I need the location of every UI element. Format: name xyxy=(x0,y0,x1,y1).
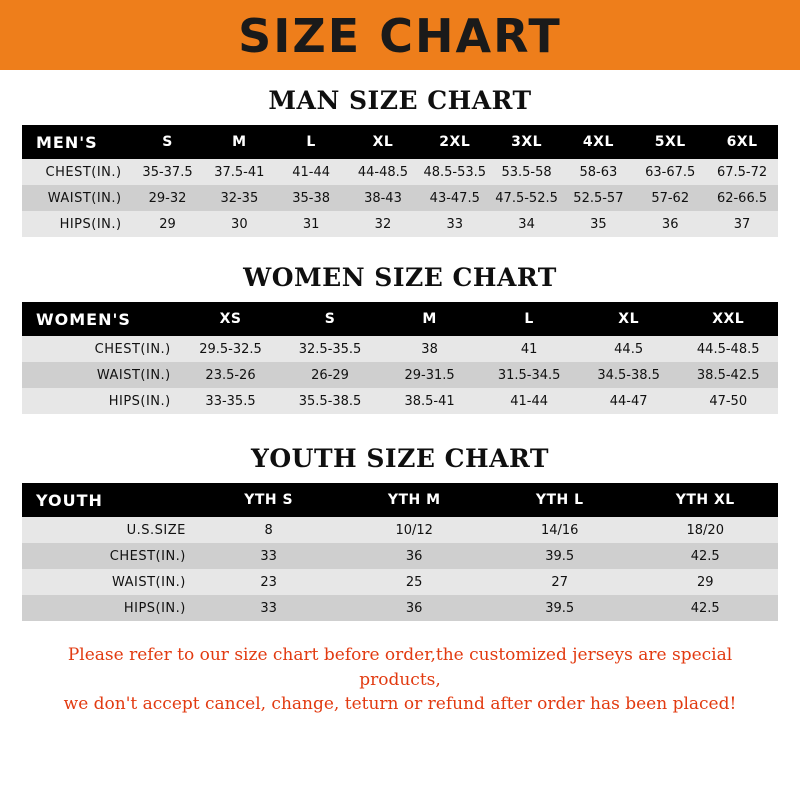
cell: 35.5-38.5 xyxy=(280,388,380,414)
cell: 29-32 xyxy=(132,185,204,211)
women-col-l: L xyxy=(479,302,579,336)
table-row xyxy=(22,159,778,185)
cell: 44-47 xyxy=(579,388,679,414)
women-col-xxl: XXL xyxy=(678,302,778,336)
section-title-men: MAN SIZE CHART xyxy=(268,86,532,115)
table-row xyxy=(22,569,778,595)
men-col-2xl: 2XL xyxy=(419,125,491,159)
cell: 23 xyxy=(196,569,342,595)
row-label: HIPS(IN.) xyxy=(22,211,132,237)
cell: 42.5 xyxy=(632,595,778,621)
cell: 47-50 xyxy=(678,388,778,414)
cell: 57-62 xyxy=(634,185,706,211)
cell: 30 xyxy=(203,211,275,237)
cell: 31.5-34.5 xyxy=(479,362,579,388)
footer-line-1: Please refer to our size chart before order,the customized jerseys are special products, xyxy=(67,645,733,690)
youth-col-m: YTH M xyxy=(341,483,487,517)
youth-col-xl: YTH XL xyxy=(632,483,778,517)
cell: 33 xyxy=(196,543,342,569)
men-col-m: M xyxy=(203,125,275,159)
cell: 38-43 xyxy=(347,185,419,211)
cell: 39.5 xyxy=(487,595,633,621)
cell: 42.5 xyxy=(632,543,778,569)
youth-col-l: YTH L xyxy=(487,483,633,517)
cell: 38 xyxy=(380,336,480,362)
women-size-table xyxy=(22,302,778,414)
footer-note xyxy=(22,643,778,717)
cell: 27 xyxy=(487,569,633,595)
row-label: WAIST(IN.) xyxy=(22,362,181,388)
table-row xyxy=(22,185,778,211)
table-row xyxy=(22,211,778,237)
cell: 8 xyxy=(196,517,342,543)
women-header-label: WOMEN'S xyxy=(22,302,181,336)
cell: 32.5-35.5 xyxy=(280,336,380,362)
men-col-l: L xyxy=(275,125,347,159)
women-col-m: M xyxy=(380,302,480,336)
cell: 29 xyxy=(132,211,204,237)
row-label: CHEST(IN.) xyxy=(22,543,196,569)
cell: 37.5-41 xyxy=(203,159,275,185)
table-row xyxy=(22,336,778,362)
cell: 53.5-58 xyxy=(491,159,563,185)
youth-size-table xyxy=(22,483,778,621)
cell: 41 xyxy=(479,336,579,362)
row-label: HIPS(IN.) xyxy=(22,388,181,414)
section-title-women: WOMEN SIZE CHART xyxy=(243,263,557,292)
row-label: U.S.SIZE xyxy=(22,517,196,543)
cell: 44.5-48.5 xyxy=(678,336,778,362)
row-label: CHEST(IN.) xyxy=(22,159,132,185)
table-row xyxy=(22,388,778,414)
cell: 33-35.5 xyxy=(181,388,281,414)
table-header-row xyxy=(22,125,778,159)
cell: 43-47.5 xyxy=(419,185,491,211)
women-col-xs: XS xyxy=(181,302,281,336)
cell: 10/12 xyxy=(341,517,487,543)
row-label: WAIST(IN.) xyxy=(22,569,196,595)
men-header-label: MEN'S xyxy=(22,125,132,159)
cell: 34 xyxy=(491,211,563,237)
cell: 25 xyxy=(341,569,487,595)
cell: 41-44 xyxy=(479,388,579,414)
women-col-xl: XL xyxy=(579,302,679,336)
men-col-3xl: 3XL xyxy=(491,125,563,159)
cell: 44.5 xyxy=(579,336,679,362)
header-band xyxy=(0,0,800,70)
cell: 35-38 xyxy=(275,185,347,211)
men-size-table xyxy=(22,125,778,237)
cell: 32 xyxy=(347,211,419,237)
footer-line-2: we don't accept cancel, change, teturn or refund after order has been placed! xyxy=(63,694,737,715)
cell: 38.5-41 xyxy=(380,388,480,414)
cell: 39.5 xyxy=(487,543,633,569)
cell: 58-63 xyxy=(562,159,634,185)
cell: 35-37.5 xyxy=(132,159,204,185)
content-area xyxy=(0,86,800,717)
table-row xyxy=(22,362,778,388)
women-col-s: S xyxy=(280,302,380,336)
youth-col-s: YTH S xyxy=(196,483,342,517)
row-label: WAIST(IN.) xyxy=(22,185,132,211)
cell: 47.5-52.5 xyxy=(491,185,563,211)
cell: 63-67.5 xyxy=(634,159,706,185)
cell: 35 xyxy=(562,211,634,237)
men-col-xl: XL xyxy=(347,125,419,159)
table-row xyxy=(22,595,778,621)
cell: 67.5-72 xyxy=(706,159,778,185)
cell: 48.5-53.5 xyxy=(419,159,491,185)
cell: 23.5-26 xyxy=(181,362,281,388)
men-col-6xl: 6XL xyxy=(706,125,778,159)
cell: 14/16 xyxy=(487,517,633,543)
cell: 29.5-32.5 xyxy=(181,336,281,362)
cell: 36 xyxy=(341,595,487,621)
table-header-row xyxy=(22,302,778,336)
table-row xyxy=(22,517,778,543)
men-col-4xl: 4XL xyxy=(562,125,634,159)
cell: 31 xyxy=(275,211,347,237)
table-row xyxy=(22,543,778,569)
row-label: CHEST(IN.) xyxy=(22,336,181,362)
cell: 34.5-38.5 xyxy=(579,362,679,388)
row-label: HIPS(IN.) xyxy=(22,595,196,621)
cell: 29-31.5 xyxy=(380,362,480,388)
cell: 37 xyxy=(706,211,778,237)
cell: 62-66.5 xyxy=(706,185,778,211)
cell: 36 xyxy=(341,543,487,569)
cell: 33 xyxy=(419,211,491,237)
cell: 44-48.5 xyxy=(347,159,419,185)
men-col-s: S xyxy=(132,125,204,159)
cell: 18/20 xyxy=(632,517,778,543)
men-col-5xl: 5XL xyxy=(634,125,706,159)
cell: 41-44 xyxy=(275,159,347,185)
table-header-row xyxy=(22,483,778,517)
cell: 52.5-57 xyxy=(562,185,634,211)
cell: 26-29 xyxy=(280,362,380,388)
cell: 33 xyxy=(196,595,342,621)
cell: 38.5-42.5 xyxy=(678,362,778,388)
page-title: SIZE CHART xyxy=(238,9,562,63)
cell: 36 xyxy=(634,211,706,237)
section-title-youth: YOUTH SIZE CHART xyxy=(251,444,549,473)
cell: 32-35 xyxy=(203,185,275,211)
cell: 29 xyxy=(632,569,778,595)
youth-header-label: YOUTH xyxy=(22,483,196,517)
